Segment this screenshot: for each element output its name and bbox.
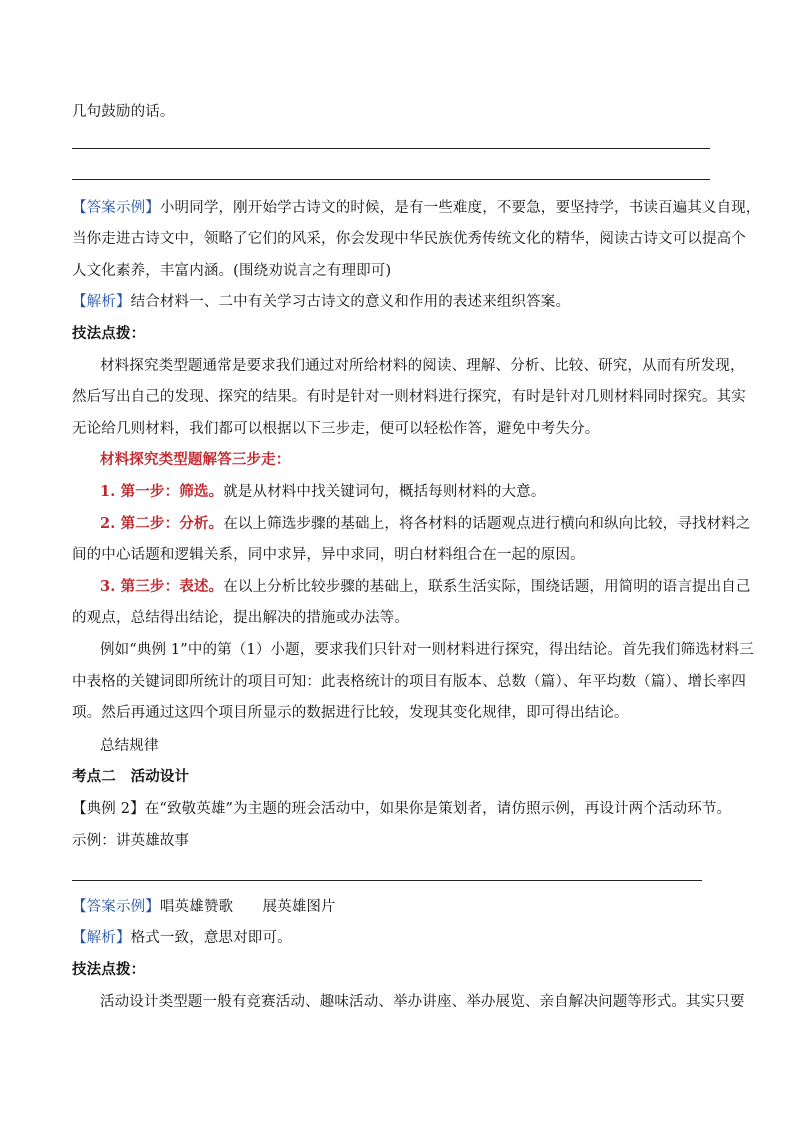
answer-example-text: 小明同学，刚开始学古诗文的时候，是有一些难度，不要急，要坚持学，书读百遍其义自现， [159,200,761,216]
answer-example-1-line-3: 人文化素养，丰富内涵。(围绕劝说言之有理即可) [72,263,392,279]
step3 [100,577,751,597]
step2-line-2: 间的中心话题和逻辑关系，同中求异，异中求同，明白材料组合在一起的原因。 [72,547,585,563]
answer-blank-line-3 [72,880,702,881]
answer-example-1-line-1 [72,198,761,218]
answer-blank-line-1 [72,148,710,149]
step2 [100,514,751,534]
answer-blank-line-2 [72,179,710,180]
para1-line-3: 无论给几则材料，我们都可以根据以下三步走，便可以轻松作答，避免中考失分。 [72,421,600,437]
tips-heading-1: 技法点拨： [72,325,146,342]
steps-heading: 材料探究类型题解答三步走： [100,451,291,468]
analysis-2-tag: 【解析】 [72,930,131,946]
step3-line-2: 的观点，总结得出结论，提出解决的措施或办法等。 [72,610,409,626]
para1-line-2: 然后写出自己的发现、探究的结果。有时是针对一则材料进行探究，有时是针对几则材料同时探究。其实 [72,389,746,405]
answer-example-2-tag: 【答案示例】 [72,899,160,915]
step3-text: 在以上分析比较步骤的基础上，联系生活实际，围绕话题，用简明的语言提出自己 [223,579,751,595]
step3-label: 3. 第三步：表述。 [100,578,224,595]
step1-text: 就是从材料中找关键词句，概括每则材料的大意。 [223,484,546,500]
summary-label: 总结规律 [100,738,159,754]
example-para-line-2: 中表格的关键词即所统计的项目可知：此表格统计的项目有版本、总数（篇）、年平均数（篇）、增长率四 [72,674,747,690]
tips-heading-2: 技法点拨： [72,961,146,978]
step1 [100,482,546,502]
analysis-text: 结合材料一、二中有关学习古诗文的意义和作用的表述来组织答案。 [130,294,571,310]
analysis-1 [72,292,570,312]
step2-text: 在以上筛选步骤的基础上，将各材料的话题观点进行横向和纵向比较，寻找材料之 [223,516,751,532]
example2-tag: 【典例 2】 [72,801,145,817]
section2-title: 考点二 活动设计 [72,768,190,785]
analysis-2 [72,928,292,948]
step2-label: 2. 第二步：分析。 [100,515,224,532]
para1-line-1: 材料探究类型题通常是要求我们通过对所给材料的阅读、理解、分析、比较、研究，从而有所发现， [100,358,745,374]
step1-label: 1. 第一步：筛选。 [100,483,224,500]
answer-example-1-line-2: 当你走进古诗文中，领略了它们的风采，你会发现中华民族优秀传统文化的精华，阅读古诗文可以提高个 [72,231,746,247]
answer-example-2 [72,897,336,917]
analysis-tag: 【解析】 [72,294,131,310]
example-para-line-3: 项。然后再通过这四个项目所显示的数据进行比较，发现其变化规律，即可得出结论。 [72,705,629,721]
final-para-line-1: 活动设计类型题一般有竞赛活动、趣味活动、举办讲座、举办展览、亲自解决问题等形式。其实只要 [100,994,745,1010]
example2-text: 在“致敬英雄”为主题的班会活动中，如果你是策划者，请仿照示例，再设计两个活动环节。 [144,801,732,817]
intro-tail-text: 几句鼓励的话。 [72,104,175,120]
answer-example-tag: 【答案示例】 [72,200,160,216]
example-para-line-1: 例如“典例 1”中的第（1）小题，要求我们只针对一则材料进行探究，得出结论。首先我们筛选材料三 [100,642,754,658]
sample-line: 示例：讲英雄故事 [72,833,190,849]
example2 [72,799,731,819]
answer-example-2-text: 唱英雄赞歌 展英雄图片 [159,899,336,915]
analysis-2-text: 格式一致，意思对即可。 [130,930,292,946]
